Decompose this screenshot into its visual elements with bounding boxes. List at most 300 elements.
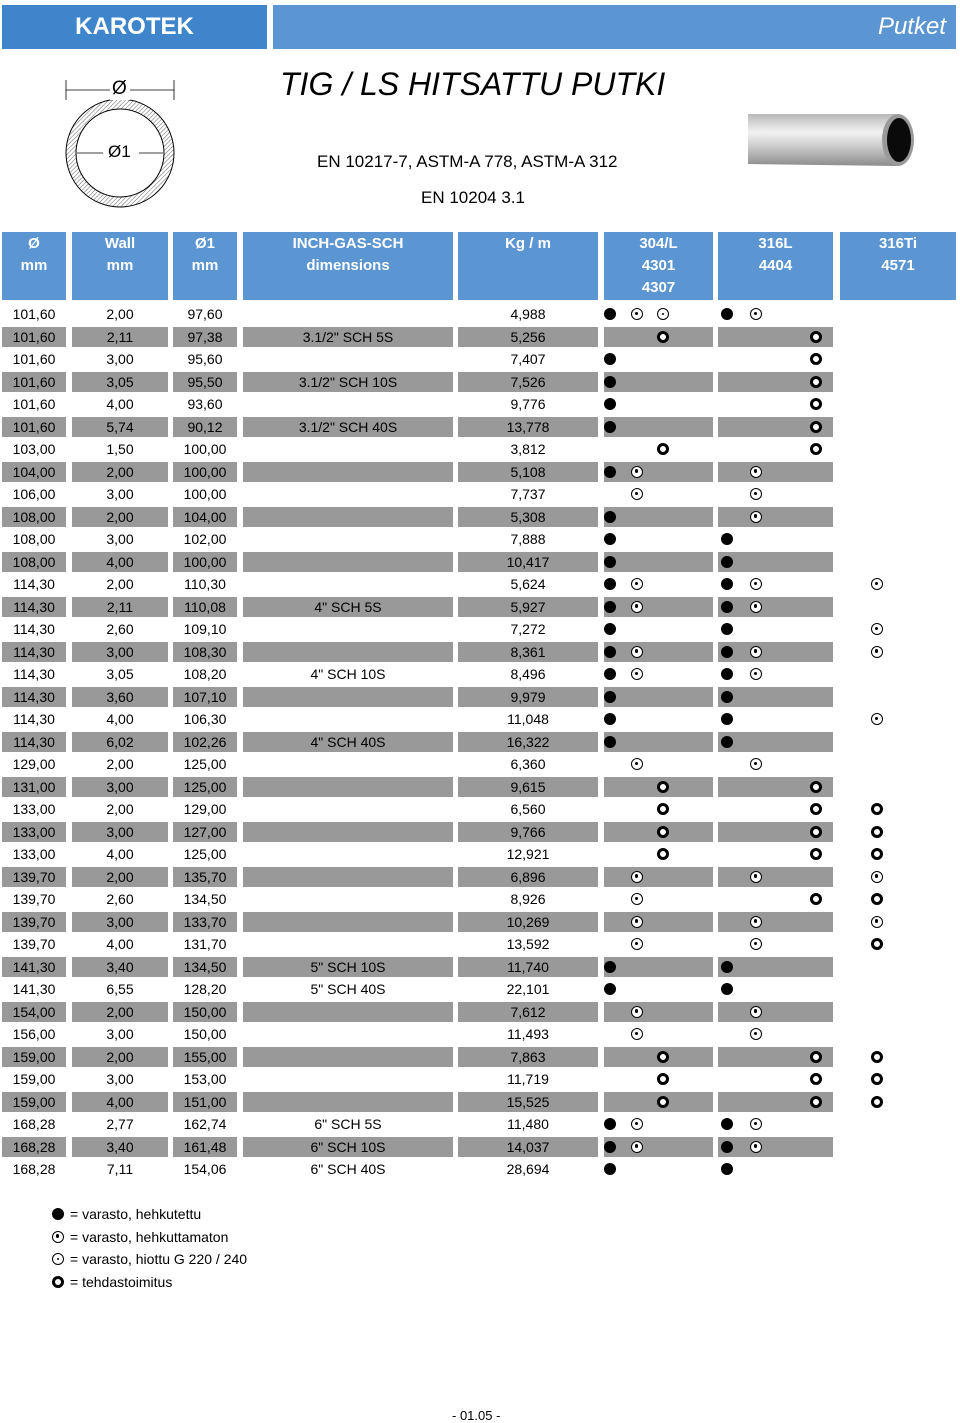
row-shade — [604, 867, 713, 887]
cell-id: 93,60 — [187, 396, 223, 412]
cell-id: 90,12 — [187, 418, 223, 435]
factory-delivery-icon — [810, 1051, 822, 1063]
cell-sch: 3.1/2" SCH 10S — [298, 373, 398, 390]
cell-od: 159,00 — [12, 1071, 56, 1087]
outer-diameter-label: Ø — [112, 78, 127, 99]
cell-id: 95,50 — [187, 373, 223, 390]
stock-ground-icon — [657, 308, 669, 320]
stock-annealed-icon — [604, 376, 616, 388]
row-shade — [604, 687, 713, 707]
cell-od: 131,00 — [12, 778, 56, 795]
factory-delivery-icon — [810, 353, 822, 365]
row-shade — [718, 507, 833, 527]
cell-id: 107,10 — [183, 688, 227, 705]
tube-photo — [748, 108, 918, 170]
factory-delivery-icon — [871, 938, 883, 950]
stock-annealed-icon — [721, 691, 733, 703]
cell-id: 155,00 — [183, 1048, 227, 1065]
header-line: 316Ti — [878, 235, 918, 252]
header-line: Kg / m — [505, 235, 551, 252]
table-row — [2, 822, 958, 842]
cell-wall: 3,00 — [106, 1071, 134, 1087]
cell-id: 97,60 — [187, 306, 223, 322]
factory-delivery-icon — [657, 1051, 669, 1063]
factory-delivery-icon — [52, 1276, 64, 1288]
cell-wall: 3,40 — [106, 958, 134, 975]
header-line: dimensions — [306, 257, 390, 274]
cell-sch — [243, 507, 453, 527]
cell-sch — [243, 912, 453, 932]
cell-id: 95,60 — [187, 351, 223, 367]
stock-unannealed-icon — [631, 893, 643, 905]
cell-kg: 7,737 — [510, 486, 546, 502]
cell-od: 114,30 — [13, 643, 55, 660]
table-row — [2, 417, 958, 437]
cell-od: 133,00 — [12, 801, 56, 817]
stock-annealed-icon — [604, 578, 616, 590]
row-shade — [718, 462, 833, 482]
row-shade — [604, 957, 713, 977]
cell-sch — [243, 687, 453, 707]
cell-id: 133,70 — [183, 913, 227, 930]
table-row — [2, 1159, 958, 1179]
factory-delivery-icon — [871, 1096, 883, 1108]
cell-od: 139,70 — [12, 936, 56, 952]
table-row — [2, 507, 958, 527]
table-row — [2, 844, 958, 864]
cell-wall: 4,00 — [106, 846, 134, 862]
cell-wall: 6,02 — [106, 733, 134, 750]
cell-od: 141,30 — [12, 958, 56, 975]
cell-sch — [243, 439, 453, 459]
cell-od: 168,28 — [12, 1116, 56, 1132]
cell-wall: 3,00 — [106, 913, 134, 930]
cell-id: 154,06 — [183, 1161, 227, 1177]
brand-name: KAROTEK — [75, 13, 194, 40]
stock-annealed-icon — [604, 983, 616, 995]
table-row — [2, 1024, 958, 1044]
stock-unannealed-icon — [750, 871, 762, 883]
header-line: mm — [191, 257, 219, 274]
cell-sch — [243, 934, 453, 954]
cell-kg: 13,778 — [506, 418, 550, 435]
cell-od: 101,60 — [12, 328, 56, 345]
factory-delivery-icon — [810, 1073, 822, 1085]
cell-od: 101,60 — [12, 306, 56, 322]
cell-wall: 3,60 — [106, 688, 134, 705]
cell-kg: 7,272 — [510, 621, 546, 637]
table-row — [2, 619, 958, 639]
header-line: 4307 — [641, 279, 676, 296]
cell-id: 127,00 — [183, 823, 227, 840]
row-shade — [604, 507, 713, 527]
cell-wall: 2,00 — [106, 306, 134, 322]
header-line: 316L — [758, 235, 793, 252]
cell-od: 108,00 — [12, 553, 56, 570]
stock-annealed-icon — [604, 623, 616, 635]
cell-kg: 9,766 — [510, 823, 546, 840]
section-name: Putket — [877, 13, 946, 40]
cell-kg: 9,979 — [510, 688, 546, 705]
header-line: 4404 — [758, 257, 793, 274]
cell-id: 125,00 — [183, 778, 227, 795]
header-line: 4571 — [881, 257, 915, 274]
legend-text: = varasto, hehkuttamaton — [70, 1228, 229, 1245]
factory-delivery-icon — [810, 826, 822, 838]
row-shade — [604, 552, 713, 572]
stock-unannealed-icon — [631, 1006, 643, 1018]
cell-sch: 5" SCH 40S — [310, 981, 386, 997]
cell-id: 97,38 — [187, 328, 223, 345]
cell-id: 153,00 — [183, 1071, 227, 1087]
cell-sch — [243, 642, 453, 662]
stock-annealed-icon — [604, 556, 616, 568]
cell-sch — [243, 889, 453, 909]
table-row — [2, 912, 958, 932]
cell-id: 102,00 — [183, 531, 227, 547]
cell-sch: 4" SCH 10S — [310, 666, 386, 682]
table-row — [2, 439, 958, 459]
stock-annealed-icon — [604, 713, 616, 725]
cell-kg: 11,480 — [507, 1116, 549, 1132]
stock-annealed-icon — [604, 466, 616, 478]
factory-delivery-icon — [871, 826, 883, 838]
cell-od: 101,60 — [12, 396, 56, 412]
stock-unannealed-icon — [750, 1141, 762, 1153]
cell-sch — [243, 799, 453, 819]
cell-wall: 3,00 — [106, 823, 134, 840]
header-line: 304/L — [639, 235, 678, 252]
cell-sch — [243, 552, 453, 572]
cell-id: 100,00 — [183, 553, 227, 570]
cell-wall: 2,00 — [106, 1003, 134, 1020]
cell-kg: 15,525 — [506, 1093, 550, 1110]
cell-kg: 16,322 — [506, 733, 550, 750]
cell-od: 141,30 — [12, 981, 56, 997]
cell-sch — [243, 867, 453, 887]
stock-annealed-icon — [721, 983, 733, 995]
cell-sch — [243, 574, 453, 594]
brand-banner — [2, 5, 267, 49]
stock-annealed-icon — [604, 668, 616, 680]
cell-sch — [243, 709, 453, 729]
stock-unannealed-icon — [52, 1231, 64, 1243]
stock-annealed-icon — [721, 556, 733, 568]
stock-annealed-icon — [721, 1141, 733, 1153]
row-shade — [718, 912, 833, 932]
standard-line-1: EN 10217-7, ASTM-A 778, ASTM-A 312 — [317, 152, 618, 171]
factory-delivery-icon — [810, 398, 822, 410]
cell-od: 101,60 — [12, 418, 56, 435]
cell-wall: 2,00 — [106, 868, 134, 885]
stock-unannealed-icon — [750, 511, 762, 523]
row-shade — [718, 1137, 833, 1157]
cell-kg: 11,493 — [507, 1026, 549, 1042]
table-row — [2, 889, 958, 909]
cell-wall: 3,40 — [106, 1138, 134, 1155]
table-row — [2, 1069, 958, 1089]
cell-wall: 2,60 — [106, 891, 134, 907]
cell-wall: 2,00 — [106, 463, 134, 480]
stock-unannealed-icon — [750, 308, 762, 320]
stock-annealed-icon — [604, 1163, 616, 1175]
factory-delivery-icon — [657, 1073, 669, 1085]
cell-id: 150,00 — [183, 1026, 227, 1042]
cell-sch — [243, 1024, 453, 1044]
cell-wall: 4,00 — [106, 1093, 134, 1110]
cell-od: 114,30 — [13, 666, 55, 682]
cell-kg: 10,269 — [506, 913, 550, 930]
factory-delivery-icon — [810, 443, 822, 455]
table-row — [2, 1047, 958, 1067]
stock-ground-icon — [52, 1253, 64, 1265]
table-row — [2, 1002, 958, 1022]
stock-unannealed-icon — [750, 668, 762, 680]
cell-wall: 7,11 — [106, 1161, 134, 1177]
cell-wall: 2,11 — [106, 598, 134, 615]
header-line: Wall — [104, 235, 136, 252]
stock-unannealed-icon — [750, 758, 762, 770]
cell-kg: 12,921 — [506, 846, 550, 862]
row-shade — [718, 597, 833, 617]
cell-kg: 6,360 — [510, 756, 546, 772]
cell-id: 162,74 — [183, 1116, 227, 1132]
cell-id: 100,00 — [183, 463, 227, 480]
stock-annealed-icon — [721, 646, 733, 658]
stock-annealed-icon — [721, 1118, 733, 1130]
cell-wall: 2,00 — [106, 801, 134, 817]
cell-wall: 4,00 — [106, 396, 134, 412]
cell-od: 133,00 — [12, 846, 56, 862]
cell-kg: 5,256 — [510, 328, 546, 345]
cell-od: 114,30 — [13, 576, 55, 592]
cell-id: 134,50 — [183, 958, 227, 975]
cell-wall: 2,00 — [106, 576, 134, 592]
cell-sch — [243, 844, 453, 864]
row-shade — [604, 597, 713, 617]
row-shade — [718, 687, 833, 707]
stock-unannealed-icon — [750, 1028, 762, 1040]
cell-id: 108,20 — [183, 666, 227, 682]
cell-od: 159,00 — [12, 1048, 56, 1065]
stock-unannealed-icon — [631, 1141, 643, 1153]
cell-id: 109,10 — [183, 621, 227, 637]
stock-annealed-icon — [52, 1208, 64, 1220]
stock-unannealed-icon — [631, 578, 643, 590]
stock-annealed-icon — [721, 623, 733, 635]
cell-od: 139,70 — [12, 891, 56, 907]
stock-unannealed-icon — [631, 488, 643, 500]
factory-delivery-icon — [871, 848, 883, 860]
header-line: mm — [20, 257, 48, 274]
col-od-header — [2, 232, 66, 300]
cell-od: 114,30 — [13, 598, 55, 615]
cell-od: 114,30 — [13, 711, 55, 727]
cell-sch: 6" SCH 5S — [314, 1116, 382, 1132]
table-row — [2, 1114, 958, 1134]
stock-annealed-icon — [604, 601, 616, 613]
stock-annealed-icon — [604, 308, 616, 320]
cell-wall: 2,00 — [106, 508, 134, 525]
cell-sch — [243, 394, 453, 414]
cell-sch — [243, 1002, 453, 1022]
cell-kg: 7,863 — [510, 1048, 546, 1065]
cell-id: 102,26 — [183, 733, 227, 750]
cell-kg: 6,560 — [510, 801, 546, 817]
cell-id: 150,00 — [183, 1003, 227, 1020]
table-row — [2, 484, 958, 504]
cell-wall: 2,77 — [106, 1116, 134, 1132]
stock-unannealed-icon — [631, 1028, 643, 1040]
header-line: Ø1 — [194, 235, 215, 252]
stock-unannealed-icon — [631, 1118, 643, 1130]
factory-delivery-icon — [810, 331, 822, 343]
cell-sch: 6" SCH 10S — [310, 1138, 386, 1155]
cell-id: 104,00 — [183, 508, 227, 525]
stock-unannealed-icon — [631, 916, 643, 928]
stock-unannealed-icon — [750, 601, 762, 613]
stock-unannealed-icon — [631, 601, 643, 613]
row-shade — [718, 552, 833, 572]
cell-kg: 7,526 — [510, 373, 546, 390]
cell-od: 129,00 — [12, 756, 56, 772]
cell-kg: 14,037 — [506, 1138, 550, 1155]
cell-sch: 4" SCH 40S — [310, 733, 386, 750]
stock-annealed-icon — [604, 533, 616, 545]
table-row — [2, 597, 958, 617]
cell-od: 168,28 — [12, 1138, 56, 1155]
stock-annealed-icon — [721, 668, 733, 680]
factory-delivery-icon — [810, 803, 822, 815]
cell-kg: 3,812 — [510, 441, 546, 457]
cell-od: 104,00 — [12, 463, 56, 480]
stock-annealed-icon — [721, 578, 733, 590]
cell-sch — [243, 1069, 453, 1089]
stock-annealed-icon — [721, 308, 733, 320]
row-shade — [604, 642, 713, 662]
header-line: Ø — [28, 235, 40, 252]
cell-id: 161,48 — [183, 1138, 227, 1155]
cell-wall: 3,00 — [106, 778, 134, 795]
page-title: TIG / LS HITSATTU PUTKI — [280, 66, 666, 102]
cell-kg: 8,926 — [510, 891, 546, 907]
cell-od: 103,00 — [12, 441, 56, 457]
stock-unannealed-icon — [631, 758, 643, 770]
cell-sch — [243, 462, 453, 482]
stock-unannealed-icon — [631, 646, 643, 658]
stock-annealed-icon — [721, 601, 733, 613]
table-row — [2, 867, 958, 887]
table-row — [2, 304, 958, 324]
cell-id: 131,70 — [183, 936, 227, 952]
stock-unannealed-icon — [871, 646, 883, 658]
cell-kg: 22,101 — [506, 981, 550, 997]
cell-wall: 3,00 — [106, 643, 134, 660]
factory-delivery-icon — [657, 331, 669, 343]
table-row — [2, 349, 958, 369]
cell-id: 106,30 — [183, 711, 227, 727]
cell-id: 125,00 — [183, 846, 227, 862]
row-shade — [604, 462, 713, 482]
table-row — [2, 642, 958, 662]
stock-unannealed-icon — [871, 713, 883, 725]
cell-od: 139,70 — [12, 913, 56, 930]
table-row — [2, 462, 958, 482]
cell-kg: 28,694 — [506, 1161, 550, 1177]
cell-od: 168,28 — [12, 1161, 56, 1177]
cell-wall: 4,00 — [106, 711, 134, 727]
row-shade — [604, 417, 713, 437]
cell-kg: 9,615 — [510, 778, 546, 795]
cell-sch: 4" SCH 5S — [314, 598, 382, 615]
factory-delivery-icon — [657, 848, 669, 860]
cell-kg: 7,612 — [510, 1003, 546, 1020]
stock-unannealed-icon — [631, 871, 643, 883]
factory-delivery-icon — [871, 1051, 883, 1063]
header-line: mm — [106, 257, 134, 274]
table-row — [2, 1137, 958, 1157]
cell-sch: 6" SCH 40S — [310, 1161, 386, 1177]
row-shade — [718, 642, 833, 662]
row-shade — [604, 1137, 713, 1157]
cell-od: 108,00 — [12, 508, 56, 525]
cell-wall: 2,00 — [106, 1048, 134, 1065]
stock-annealed-icon — [721, 533, 733, 545]
cell-kg: 5,927 — [510, 598, 546, 615]
table-row — [2, 799, 958, 819]
cell-od: 114,30 — [13, 733, 55, 750]
factory-delivery-icon — [657, 443, 669, 455]
row-shade — [604, 1002, 713, 1022]
table-row — [2, 754, 958, 774]
cell-kg: 7,888 — [510, 531, 546, 547]
cell-sch — [243, 754, 453, 774]
cell-sch — [243, 1092, 453, 1112]
table-row — [2, 732, 958, 752]
factory-delivery-icon — [810, 893, 822, 905]
cell-sch — [243, 777, 453, 797]
stock-annealed-icon — [604, 691, 616, 703]
stock-unannealed-icon — [871, 578, 883, 590]
col-id-header — [173, 232, 237, 300]
cell-wall: 3,00 — [106, 1026, 134, 1042]
stock-unannealed-icon — [750, 916, 762, 928]
cell-kg: 5,308 — [510, 508, 546, 525]
stock-annealed-icon — [721, 1163, 733, 1175]
cell-kg: 11,719 — [507, 1071, 549, 1087]
table-row — [2, 394, 958, 414]
cell-kg: 5,108 — [510, 463, 546, 480]
legend-text: = tehdastoimitus — [70, 1273, 173, 1290]
cell-kg: 11,048 — [507, 711, 549, 727]
stock-annealed-icon — [604, 646, 616, 658]
legend-text: = varasto, hehkutettu — [70, 1206, 202, 1222]
table-row — [2, 664, 958, 684]
factory-delivery-icon — [810, 848, 822, 860]
factory-delivery-icon — [810, 781, 822, 793]
stock-annealed-icon — [604, 736, 616, 748]
factory-delivery-icon — [810, 1096, 822, 1108]
cell-od: 156,00 — [12, 1026, 56, 1042]
cell-kg: 9,776 — [510, 396, 546, 412]
table-row — [2, 574, 958, 594]
factory-delivery-icon — [810, 421, 822, 433]
stock-unannealed-icon — [750, 938, 762, 950]
cell-id: 100,00 — [183, 441, 227, 457]
cell-kg: 8,361 — [510, 643, 546, 660]
factory-delivery-icon — [871, 893, 883, 905]
stock-unannealed-icon — [871, 871, 883, 883]
